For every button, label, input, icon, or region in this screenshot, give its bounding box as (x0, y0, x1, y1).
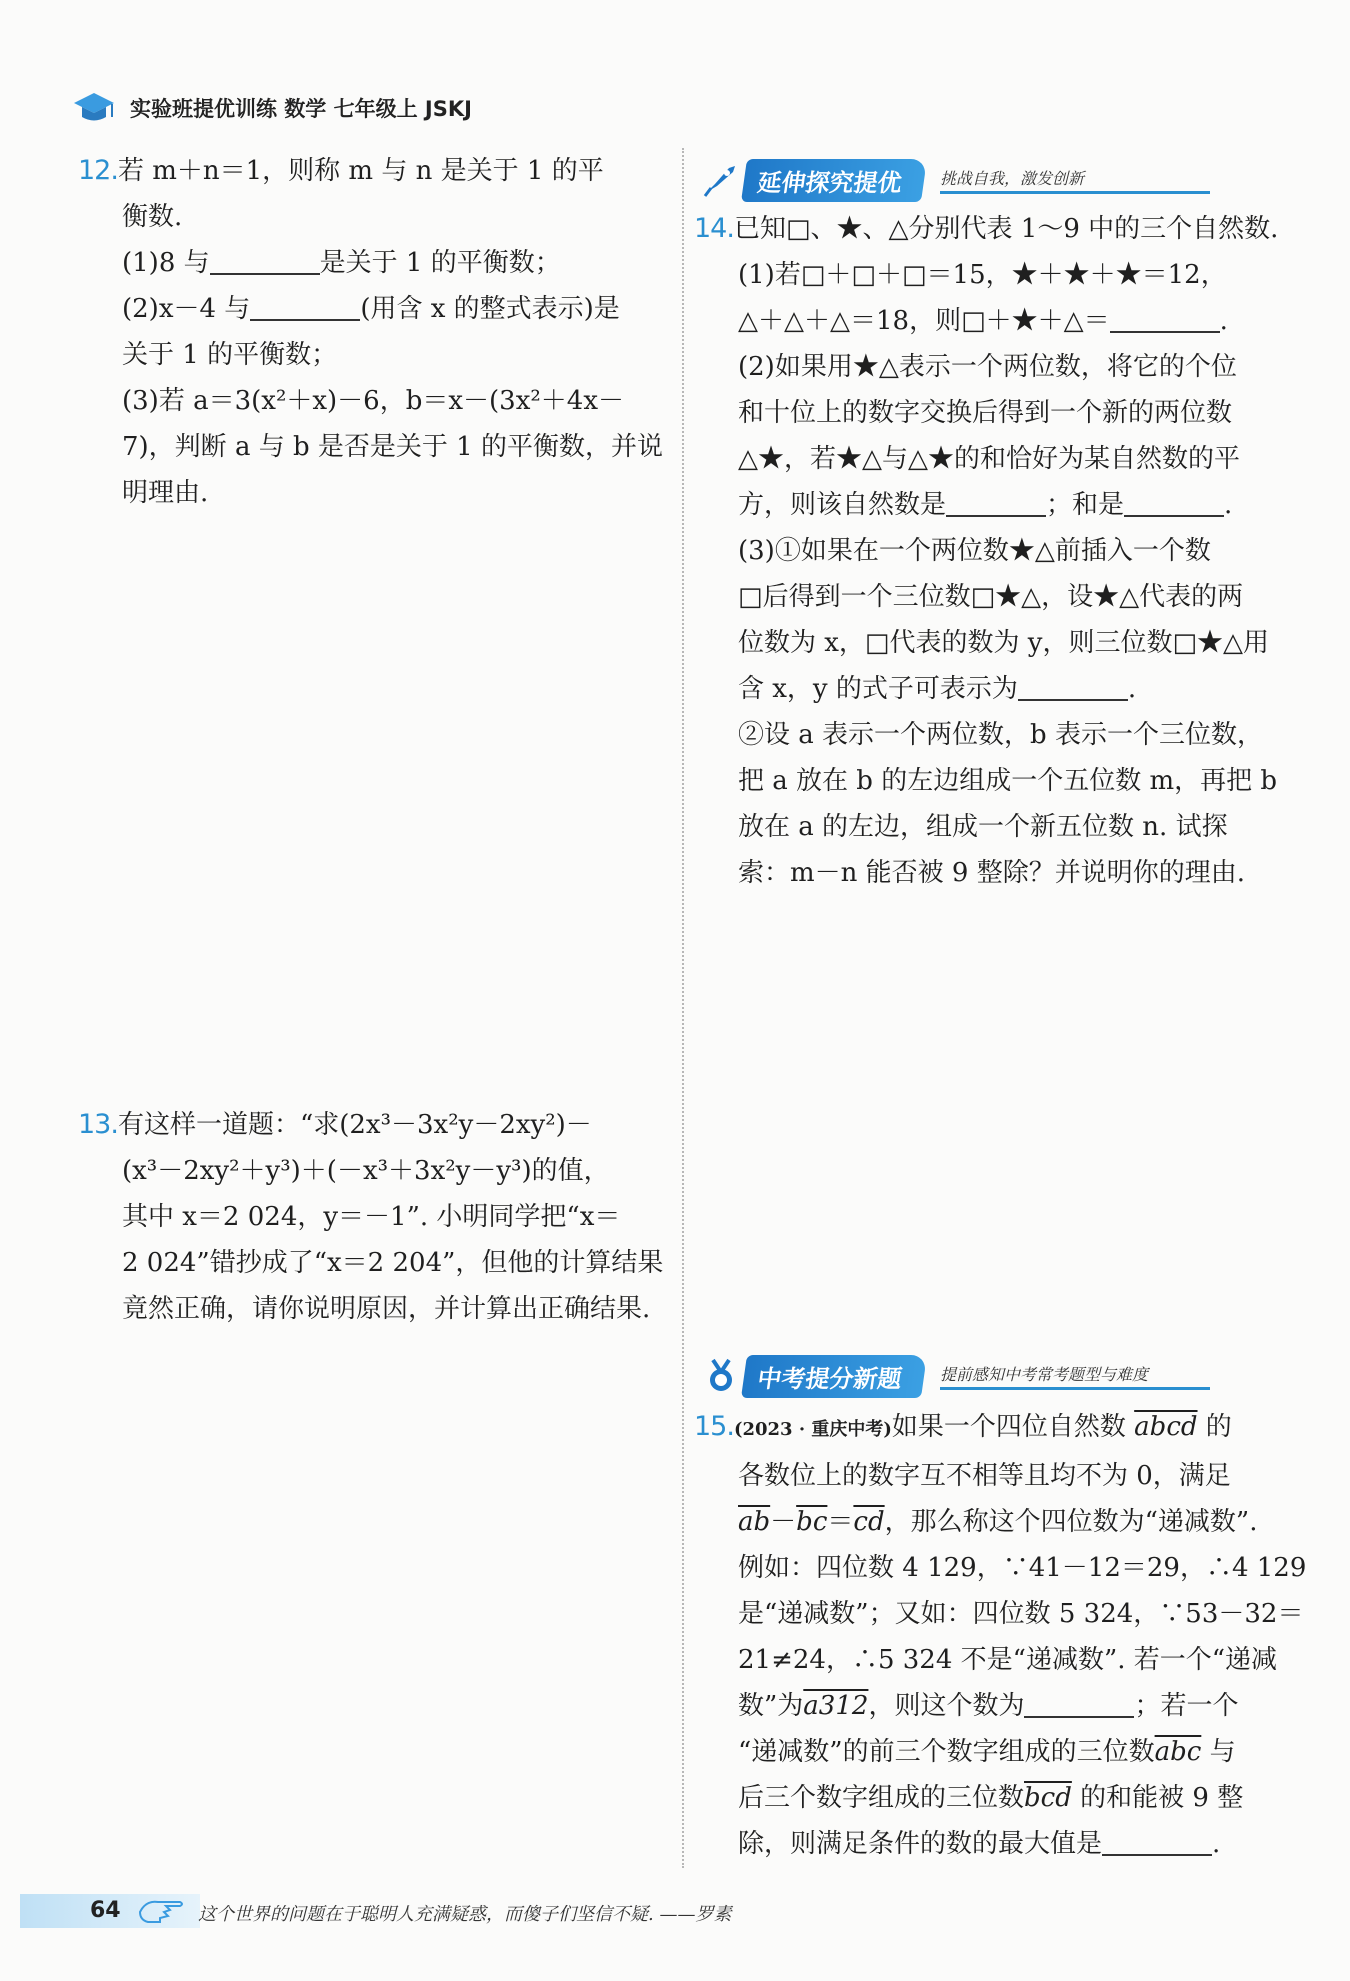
problem-number: 14. (694, 213, 734, 244)
p15-overline: abcd (1134, 1412, 1198, 1442)
p14-line: 和十位上的数字交换后得到一个新的两位数 (738, 398, 1233, 428)
p14-text: ；和是 (1046, 490, 1125, 520)
p12-line: (3)若 a＝3(x²＋x)－6，b＝x－(3x²＋4x－ (122, 386, 624, 416)
p13-text: 有这样一道题：“求(2x³－3x²y－2xy²)－ (117, 1110, 592, 1140)
problem-number: 12. (78, 155, 118, 186)
p14-line: 放在 a 的左边，组成一个新五位数 n. 试探 (738, 812, 1228, 842)
p14-line: □后得到一个三位数□★△，设★△代表的两 (738, 582, 1244, 612)
p15-line (694, 1683, 1294, 1729)
answer-blank[interactable] (250, 289, 360, 321)
p14-line: 含 x，y 的式子可表示为 . (694, 666, 1294, 712)
problem-number: 13. (78, 1109, 118, 1140)
p12-text: 若 m＋n＝1，则称 m 与 n 是关于 1 的平 (117, 156, 604, 186)
p12-line: 衡数. (122, 202, 183, 232)
p14-line: (1)若□＋□＋□＝15，★＋★＋★＝12， (738, 260, 1227, 290)
graduation-cap-icon (72, 91, 116, 125)
p14-line: ②设 a 表示一个两位数，b 表示一个三位数， (738, 720, 1263, 750)
p15-overline: $\overline{bc}$ (796, 1507, 828, 1537)
p15-text: 与 (1209, 1737, 1236, 1767)
banner-title: 中考提分新题 (741, 1355, 927, 1398)
header-title: 实验班提优训练 数学 七年级上 JSKJ (130, 97, 472, 121)
medal-icon (698, 1356, 744, 1396)
pointing-hand-icon (136, 1892, 186, 1926)
p15-line: 各数位上的数字互不相等且均不为 0，满足 (738, 1461, 1231, 1491)
p15-text: 的和能被 9 整 (1080, 1783, 1244, 1813)
p15-text: 数”为 (738, 1691, 804, 1721)
p15-text: ；若一个 (1134, 1691, 1239, 1721)
p15-text: ，则这个数为 (868, 1691, 1025, 1721)
p12-line (78, 148, 668, 194)
p14-line: (3)①如果在一个两位数★△前插入一个数 (738, 536, 1211, 566)
p15-line (694, 1499, 1294, 1545)
page-footer (0, 1888, 1350, 1928)
p12-text: (1)8 与 (122, 248, 210, 278)
answer-blank[interactable] (1110, 301, 1220, 333)
p15-overline: $\overline{ab}$ (738, 1507, 771, 1537)
p15-text: “递减数”的前三个数字组成的三位数 (738, 1737, 1155, 1767)
p12-text: 是关于 1 的平衡数； (319, 248, 561, 278)
p14-line: △★，若★△与△★的和恰好为某自然数的平 (738, 444, 1240, 474)
banner-subtitle: 提前感知中考常考题型与难度 (940, 1362, 1210, 1390)
p15-line (694, 1404, 1294, 1453)
answer-blank[interactable] (1124, 485, 1224, 517)
problem-14 (694, 206, 1294, 896)
p13-line: (x³－2xy²＋y³)＋(－x³＋3x²y－y³)的值， (122, 1156, 610, 1186)
p15-text: 除，则满足条件的数的最大值是 (738, 1829, 1103, 1859)
p15-text: 如果一个四位自然数 (891, 1412, 1126, 1442)
answer-blank[interactable] (946, 485, 1046, 517)
rocket-icon (698, 160, 744, 200)
p12-line: 关于 1 的平衡数； (122, 340, 338, 370)
p15-text: － (770, 1507, 797, 1537)
p14-text: 方，则该自然数是 (738, 490, 947, 520)
page-header (72, 88, 472, 128)
p12-line: 7)，判断 a 与 b 是否是关于 1 的平衡数，并说 (122, 432, 663, 462)
p14-line (694, 206, 1294, 252)
p15-overline: $\overline{cd}$ (853, 1507, 885, 1537)
p12-text: (用含 x 的整式表示)是 (360, 294, 620, 324)
p14-text: 已知□、★、△分别代表 1～9 中的三个自然数. (733, 214, 1279, 244)
answer-blank[interactable] (210, 243, 320, 275)
p12-line (78, 286, 668, 332)
section-banner-extension (698, 156, 1210, 204)
p14-line: △＋△＋△＝18，则□＋★＋△＝ . (694, 298, 1294, 344)
problem-source: (2023 · 重庆中考) (733, 1419, 892, 1440)
section-banner-exam (698, 1352, 1210, 1400)
banner-subtitle: 挑战自我，激发创新 (940, 166, 1210, 194)
p12-text: (2)x－4 与 (122, 294, 251, 324)
answer-blank[interactable] (1018, 669, 1128, 701)
answer-blank[interactable] (1102, 1824, 1212, 1856)
p15-line: 除，则满足条件的数的最大值是 . (694, 1821, 1294, 1867)
p13-line: 2 024”错抄成了“x＝2 204”，但他的计算结果 (122, 1248, 664, 1278)
p15-line: 例如：四位数 4 129，∵41－12＝29，∴4 129 (738, 1553, 1307, 1583)
page-number: 64 (90, 1898, 121, 1923)
p15-text: ＝ (827, 1507, 854, 1537)
problem-number: 15. (694, 1411, 734, 1442)
footer-quote: 这个世界的问题在于聪明人充满疑惑，而傻子们坚信不疑. ——罗素 (198, 1904, 732, 1925)
p14-line: 索：m－n 能否被 9 整除？并说明你的理由. (738, 858, 1246, 888)
problem-12 (78, 148, 668, 516)
p13-line: 其中 x＝2 024，y＝－1”. 小明同学把“x＝ (122, 1202, 621, 1232)
p14-line: 方，则该自然数是 ；和是 . (694, 482, 1294, 528)
p15-text: 的 (1205, 1412, 1232, 1442)
p13-line (78, 1102, 668, 1148)
p14-line: 位数为 x，□代表的数为 y，则三位数□★△用 (738, 628, 1270, 658)
p15-overline: a312 (803, 1691, 869, 1721)
p15-line: 21≠24，∴5 324 不是“递减数”. 若一个“递减 (738, 1645, 1278, 1675)
p13-line: 竟然正确，请你说明原因，并计算出正确结果. (122, 1294, 651, 1324)
banner-title: 延伸探究提优 (741, 159, 927, 202)
p15-overline: $\overline{abc}$ (1154, 1737, 1202, 1767)
p15-overline: $\overline{bcd}$ (1024, 1783, 1072, 1813)
p12-line (78, 240, 668, 286)
problem-13 (78, 1102, 668, 1332)
p12-line: 明理由. (122, 478, 209, 508)
p14-text: 含 x，y 的式子可表示为 (738, 674, 1018, 704)
p15-line (694, 1729, 1294, 1775)
p14-line: (2)如果用★△表示一个两位数，将它的个位 (738, 352, 1237, 382)
p15-text: ，那么称这个四位数为“递减数”. (884, 1507, 1258, 1537)
p15-line: 是“递减数”；又如：四位数 5 324，∵53－32＝ (738, 1599, 1304, 1629)
answer-blank[interactable] (1024, 1686, 1134, 1718)
p15-text: 后三个数字组成的三位数 (738, 1783, 1025, 1813)
column-divider (682, 148, 684, 1868)
p14-line: 把 a 放在 b 的左边组成一个五位数 m，再把 b (738, 766, 1278, 796)
p14-text: △＋△＋△＝18，则□＋★＋△＝ (738, 306, 1110, 336)
problem-15 (694, 1404, 1307, 1867)
p15-line (694, 1775, 1294, 1821)
